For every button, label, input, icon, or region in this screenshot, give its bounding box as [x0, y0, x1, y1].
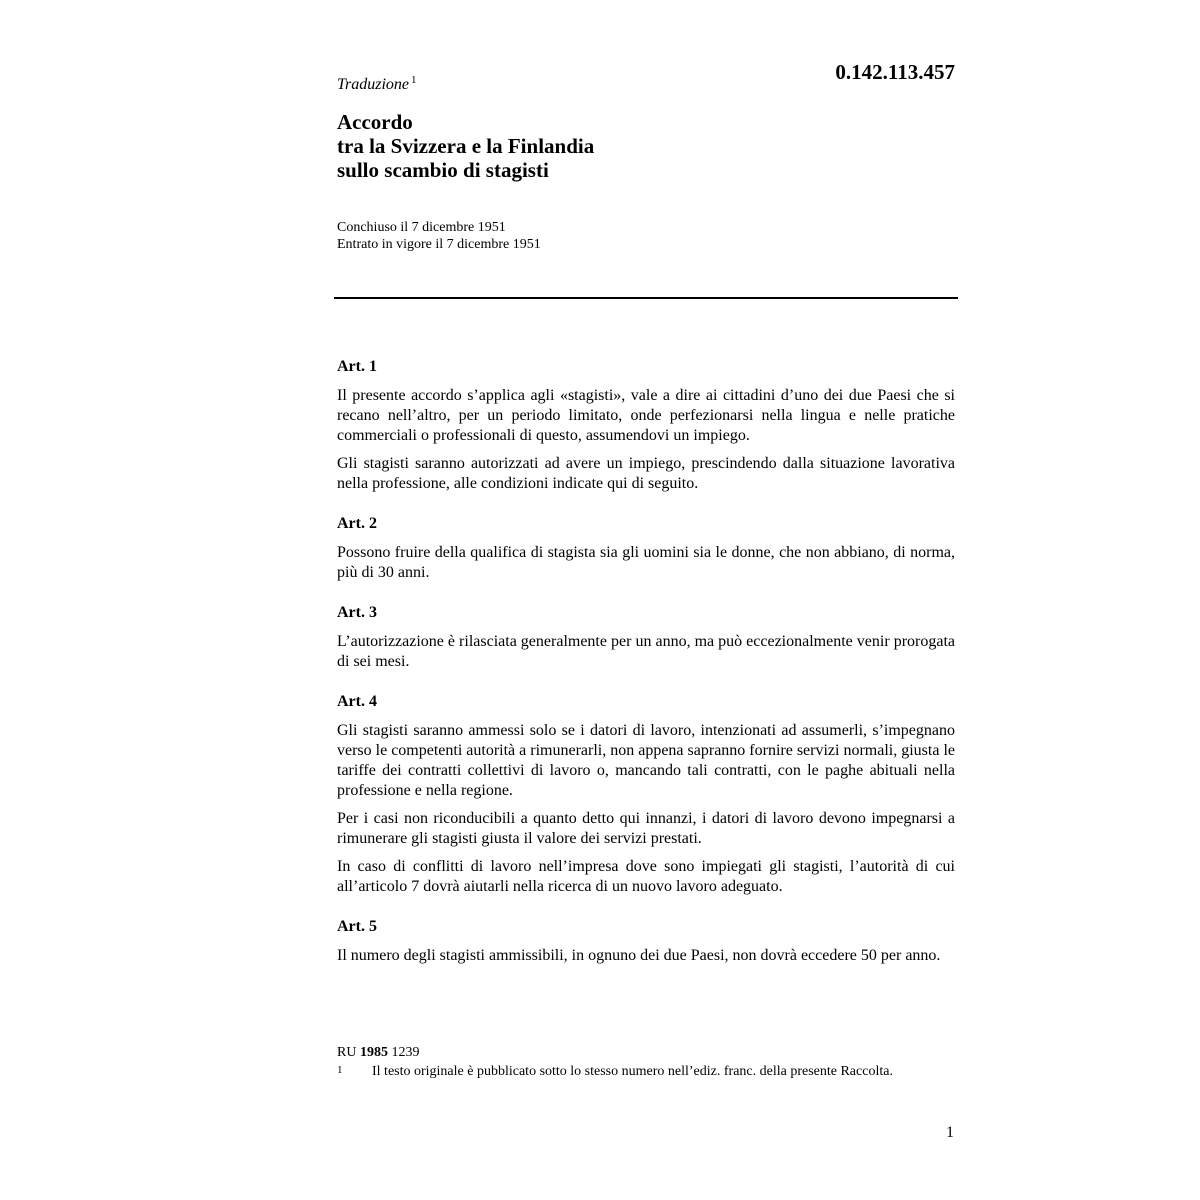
title-line: Accordo: [337, 110, 413, 134]
document-title: [337, 110, 594, 182]
ru-page: 1239: [391, 1045, 420, 1060]
article-paragraph: Il numero degli stagisti ammissibili, in ognuno dei due Paesi, non dovrà eccedere 50 per anno.: [337, 947, 941, 964]
article-4: [337, 692, 955, 897]
article-heading: Art. 5: [337, 918, 377, 935]
footnote-number: 1: [337, 1064, 343, 1076]
document-page: [337, 0, 958, 1200]
article-heading: Art. 2: [337, 515, 377, 532]
article-heading: Art. 4: [337, 693, 377, 710]
article-paragraph: In caso di conflitti di lavoro nell’impresa dove sono impiegati gli stagisti, l’autorità di cui all’articolo 7 dovrà aiutarli nella ricerca di un nuovo lavoro adeguato.: [337, 858, 955, 895]
article-3: [337, 603, 955, 672]
article-1: [337, 357, 955, 494]
article-paragraph: Gli stagisti saranno autorizzati ad avere un impiego, prescindendo dalla situazione lavorativa nella professione, alle condizioni indicate qui di seguito.: [337, 455, 955, 492]
ru-prefix: RU: [337, 1045, 357, 1060]
article-paragraph: Per i casi non riconducibili a quanto detto qui innanzi, i datori di lavoro devono impegnarsi a rimunerare gli stagisti giusta il valore dei servizi prestati.: [337, 810, 955, 847]
translation-label: [337, 74, 417, 94]
article-5: [337, 917, 955, 966]
title-line: tra la Svizzera e la Finlandia: [337, 134, 595, 158]
title-line: sullo scambio di stagisti: [337, 158, 549, 182]
article-paragraph: Gli stagisti saranno ammessi solo se i datori di lavoro, intenzionati ad assumerli, s’impegnano verso le competenti autorità a rimunerarli, non appena sapranno fornire servizi normali, giusta le tariffe dei contratti collettivi di lavoro o, mancando tali contratti, con le paghe abituali nella professione e nella regione.: [337, 722, 955, 799]
article-2: [337, 514, 955, 583]
treaty-dates: [337, 219, 541, 253]
sr-number: 0.142.113.457: [835, 60, 955, 84]
articles-body: [337, 357, 955, 986]
translation-footnote-ref[interactable]: 1: [411, 74, 417, 86]
concluded-date: Conchiuso il 7 dicembre 1951: [337, 220, 506, 235]
translation-label-text: Traduzione: [337, 76, 410, 93]
article-paragraph: Possono fruire della qualifica di stagista sia gli uomini sia le donne, che non abbiano, di norma, più di 30 anni.: [337, 544, 955, 581]
article-paragraph: Il presente accordo s’applica agli «stagisti», vale a dire ai cittadini d’uno dei due Paesi che si recano nell’altro, per un periodo limitato, onde perfezionarsi nella lingua e nelle pratiche commerciali o professionali di questo, assumendovi un impiego.: [337, 387, 955, 444]
footnote: [337, 1063, 955, 1080]
header-divider: [334, 297, 958, 299]
article-heading: Art. 3: [337, 604, 377, 621]
page-number: 1: [946, 1124, 954, 1141]
article-heading: Art. 1: [337, 358, 377, 375]
ru-reference: [337, 1044, 955, 1061]
ru-year: 1985: [359, 1045, 388, 1060]
in-force-date: Entrato in vigore il 7 dicembre 1951: [337, 237, 541, 252]
footnote-text: Il testo originale è pubblicato sotto lo stesso numero nell’ediz. franc. della presente Raccolta.: [372, 1064, 893, 1079]
footer-notes: [337, 1044, 955, 1080]
article-paragraph: L’autorizzazione è rilasciata generalmente per un anno, ma può eccezionalmente venir prorogata di sei mesi.: [337, 633, 955, 670]
